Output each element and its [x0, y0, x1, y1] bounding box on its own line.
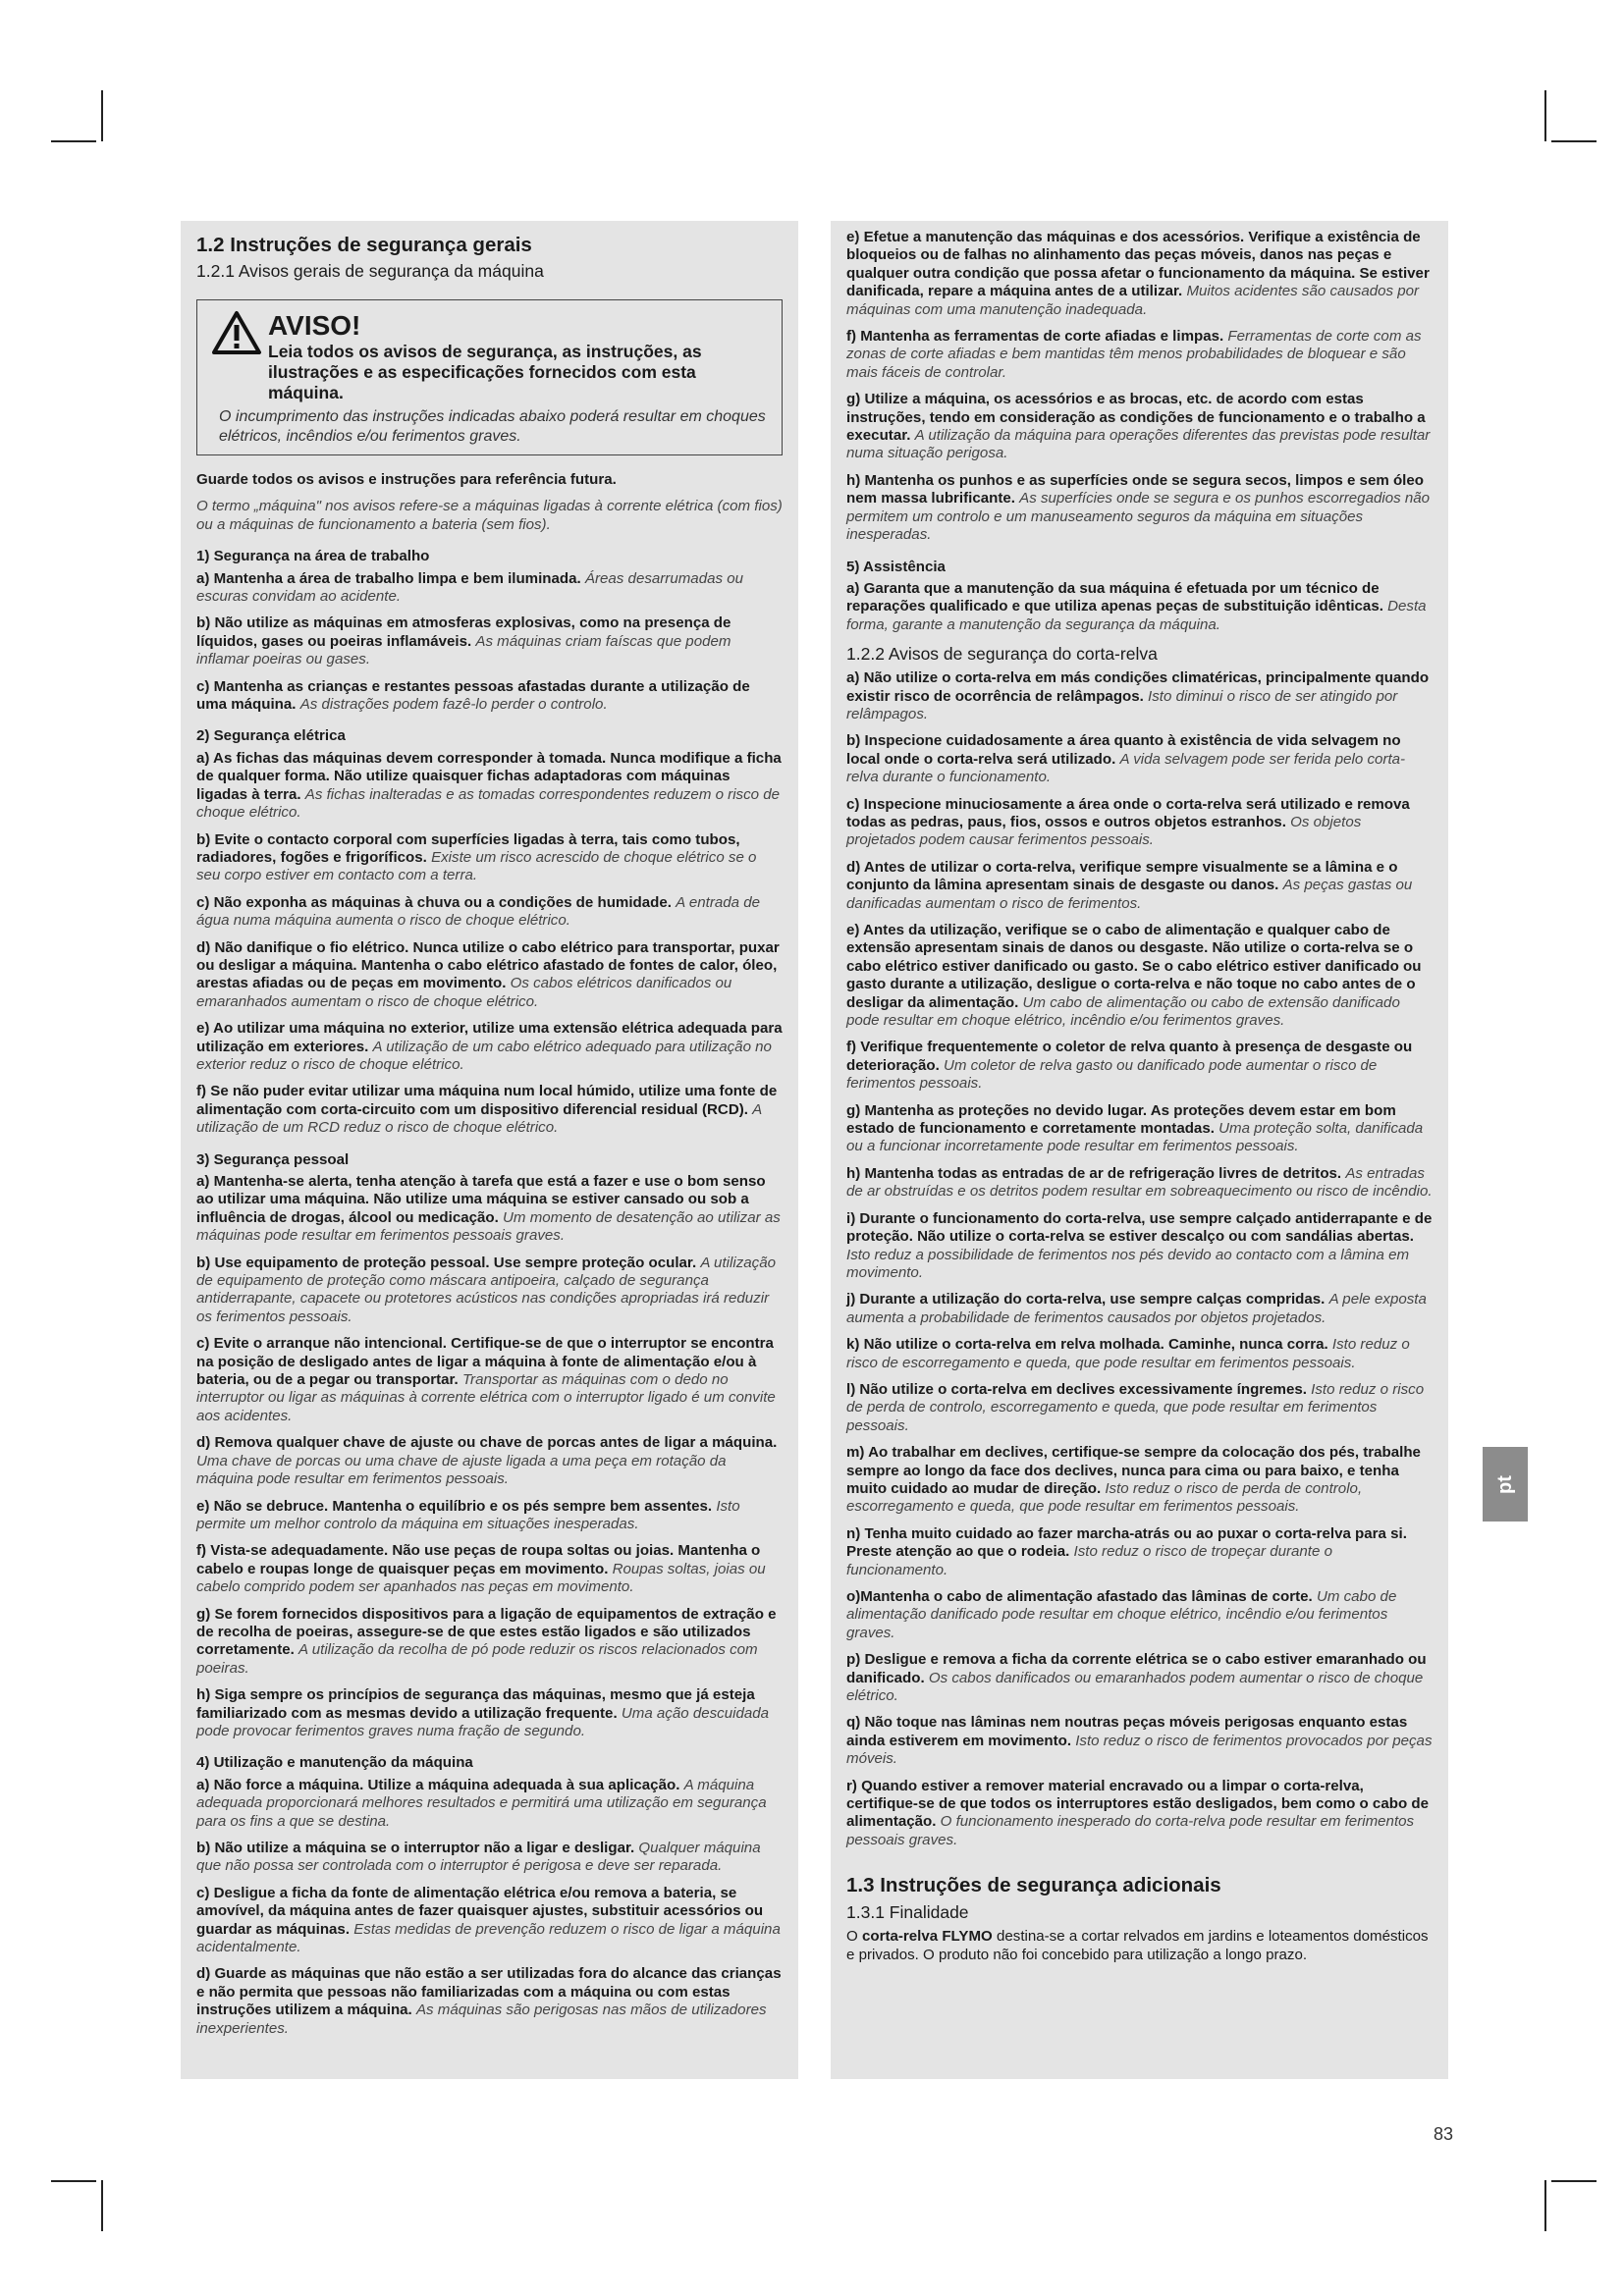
item-note: Isto reduz o risco de escorregamento e queda, que pode resultar em ferimentos pessoais. [846, 1336, 1410, 1371]
safety-item [846, 1291, 1433, 1327]
section-heading: 1.3 Instruções de segurança adicionais [846, 1874, 1221, 1897]
item-text: b) Evite o contacto corporal com superfícies ligadas à terra, tais como tubos, radiadores, fogões e frigoríficos. [196, 830, 740, 866]
item-note: As peças gastas ou danificadas aumentam o risco de ferimentos. [846, 877, 1413, 912]
item-note: As superfícies onde se segura e os punhos escorregadios não permitem um controlo e um manuseamento seguros da máquina em situações inesperadas. [846, 490, 1431, 544]
safety-item [846, 922, 1433, 1030]
subsection-title: 5) Assistência [846, 558, 946, 575]
safety-item [196, 750, 783, 823]
item-note: Os objetos projetados podem causar ferimentos pessoais. [846, 813, 1362, 849]
item-note: Uma ação descuidada pode provocar ferimentos graves numa fração de segundo. [196, 1704, 770, 1739]
subsection-heading: 1.3.1 Finalidade [846, 1902, 969, 1923]
warning-header [211, 310, 768, 403]
safety-item [196, 1335, 783, 1425]
safety-item [196, 939, 783, 1012]
right-column [831, 221, 1448, 2079]
subsection-title: 3) Segurança pessoal [196, 1150, 350, 1168]
subsection-title: 1) Segurança na área de trabalho [196, 548, 430, 565]
item-text: n) Tenha muito cuidado ao fazer marcha-atrás ou ao puxar o corta-relva para si. Preste atenção ao que o rodeia. [846, 1524, 1407, 1561]
purpose-paragraph [846, 1928, 1433, 1964]
purpose-pre: O [846, 1928, 858, 1946]
safety-item [196, 1542, 783, 1596]
item-text: b) Inspecione cuidadosamente a área quanto à existência de vida selvagem no local onde o corta-relva será utilizado. [846, 732, 1401, 768]
safety-item [846, 472, 1433, 545]
item-note: A utilização de equipamento de proteção como máscara antipoeira, calçado de segurança antiderrapante, capacete ou protetores acústicos nas condições apropriadas irá reduzir os ferimentos pessoais. [196, 1254, 776, 1325]
safety-item [196, 678, 783, 715]
item-note: Isto reduz o risco de perda de controlo, escorregamento e queda, que pode resultar em ferimentos pessoais. [846, 1380, 1425, 1434]
safety-item [196, 1020, 783, 1074]
item-note: Um cabo de alimentação ou cabo de extensão danificado pode resultar em choque elétrico, incêndio e/ou ferimentos graves. [846, 993, 1400, 1030]
item-text: h) Siga sempre os princípios de segurança das máquinas, mesmo que já esteja familiarizado com as mesmas devido a utilização frequente. [196, 1686, 755, 1722]
item-text: b) Não utilize as máquinas em atmosferas explosivas, como na presença de líquidos, gases ou poeiras inflamáveis. [196, 614, 731, 650]
item-text: a) Mantenha a área de trabalho limpa e bem iluminada. [196, 569, 581, 587]
item-text: j) Durante a utilização do corta-relva, use sempre calças compridas. [846, 1291, 1326, 1308]
item-text: o)Mantenha o cabo de alimentação afastado das lâminas de corte. [846, 1588, 1313, 1605]
safety-item [196, 894, 783, 931]
item-text: c) Desligue a ficha da fonte de alimentação elétrica e/ou remova a bateria, se amovível, da máquina antes de fazer quaisquer ajustes, substituir acessórios ou guardar as máquinas. [196, 1884, 764, 1938]
item-text: e) Antes da utilização, verifique se o cabo de alimentação e qualquer cabo de extensão apresentam sinais de danos ou desgaste. Não utilize o corta-relva se o cabo elétrico estiver danificado ou gasto. Se o cabo elétrico estiver danificado ou gasto durante a utilização, desligue o corta-relva e não toque no cabo antes de o desligar da alimentação. [846, 922, 1422, 1011]
item-note: Roupas soltas, joias ou cabelo comprido podem ser apanhados nas peças em movimento. [196, 1560, 766, 1596]
item-note: A vida selvagem pode ser ferida pelo corta-relva durante o funcionamento. [846, 750, 1406, 786]
item-note: Os cabos danificados ou emaranhados podem aumentar o risco de choque elétrico. [846, 1669, 1424, 1705]
item-text: h) Mantenha todas as entradas de ar de refrigeração livres de detritos. [846, 1164, 1342, 1182]
item-text: h) Mantenha os punhos e as superfícies onde se segura secos, limpos e sem óleo nem massa lubrificante. [846, 471, 1424, 507]
item-note: Isto reduz o risco de perda de controlo, escorregamento e queda, que pode resultar em ferimentos pessoais. [846, 1479, 1363, 1516]
item-text: c) Mantenha as crianças e restantes pessoas afastadas durante a utilização de uma máquina. [196, 677, 750, 714]
safety-item [196, 1173, 783, 1246]
item-text: a) Mantenha-se alerta, tenha atenção à tarefa que está a fazer e use o bom senso ao utilizar uma máquina. Não utilize uma máquina se estiver cansado ou sob a influência de drogas, álcool ou medicação. [196, 1173, 766, 1226]
item-note: Os cabos elétricos danificados ou emaranhados aumentam o risco de choque elétrico. [196, 975, 732, 1010]
item-text: c) Evite o arranque não intencional. Certifique-se de que o interruptor se encontra na posição de desligado antes de ligar a máquina à fonte de alimentação e/ou à bateria, ou de a pegar ou transportar. [196, 1335, 774, 1389]
safety-item [846, 1525, 1433, 1579]
safety-item [196, 1777, 783, 1831]
item-text: k) Não utilize o corta-relva em relva molhada. Caminhe, nunca corra. [846, 1336, 1328, 1354]
safety-item [196, 1686, 783, 1740]
item-note: Ferramentas de corte com as zonas de corte afiadas e bem mantidas têm menos probabilidades de bloquear e são mais fáceis de controlar. [846, 328, 1422, 381]
subsection-title: 4) Utilização e manutenção da máquina [196, 1754, 473, 1772]
safety-item [846, 1102, 1433, 1156]
item-note: As entradas de ar obstruídas e os detritos podem resultar em sobreaquecimento ou risco de incêndio. [846, 1164, 1433, 1201]
left-column [181, 221, 798, 2079]
safety-item [196, 1498, 783, 1534]
safety-item [196, 1255, 783, 1327]
safety-item [846, 1336, 1433, 1372]
safety-item [196, 1083, 783, 1137]
safety-item [846, 391, 1433, 463]
item-note: Um coletor de relva gasto ou danificado pode aumentar o risco de ferimentos pessoais. [846, 1056, 1378, 1093]
item-text: d) Remova qualquer chave de ajuste ou chave de porcas antes de ligar a máquina. [196, 1434, 778, 1452]
safety-item [846, 732, 1433, 786]
safety-item [196, 570, 783, 607]
safety-item [846, 328, 1433, 382]
item-text: g) Mantenha as proteções no devido lugar. As proteções devem estar em bom estado de funcionamento e corretamente montadas. [846, 1101, 1396, 1138]
item-note: Áreas desarrumadas ou escuras convidam ao acidente. [196, 569, 744, 606]
item-text: l) Não utilize o corta-relva em declives excessivamente íngremes. [846, 1380, 1307, 1398]
item-text: a) Não force a máquina. Utilize a máquina adequada à sua aplicação. [196, 1776, 680, 1793]
safety-item [196, 1965, 783, 2038]
item-note: Isto reduz o risco de tropeçar durante o funcionamento. [846, 1543, 1332, 1578]
item-note: A utilização da máquina para operações diferentes das previstas pode resultar numa situação perigosa. [846, 427, 1431, 462]
safety-item [846, 580, 1433, 634]
crop-mark [51, 2180, 96, 2182]
safety-item [846, 796, 1433, 850]
item-text: i) Durante o funcionamento do corta-relva, use sempre calçado antiderrapante e de proteção. Não utilize o corta-relva se estiver descalço ou com sandálias abertas. [846, 1209, 1433, 1246]
warning-content [268, 310, 768, 403]
item-note: As fichas inalteradas e as tomadas correspondentes reduzem o risco de choque elétrico. [196, 785, 781, 822]
item-note: A utilização de um cabo elétrico adequado para utilização no exterior reduz o risco de choque elétrico. [196, 1038, 772, 1073]
crop-mark [101, 90, 103, 141]
safety-item [846, 229, 1433, 319]
safety-item [196, 1606, 783, 1679]
crop-mark [51, 140, 96, 142]
safety-item [846, 1714, 1433, 1768]
purpose-text: destina-se a cortar relvados em jardins e loteamentos domésticos e privados. O produto não foi concebido para utilização a longo prazo. [846, 1928, 1429, 1963]
term-definition: O termo „máquina" nos avisos refere-se a máquinas ligadas à corrente elétrica (com fios) ou a máquinas de funcionamento a bateria (sem fios). [196, 498, 783, 533]
item-note: A pele exposta aumenta a probabilidade de ferimentos causados por objetos projetados. [846, 1291, 1427, 1326]
subsection-heading: 1.2.2 Avisos de segurança do corta-relva [846, 644, 1158, 665]
item-text: a) Não utilize o corta-relva em más condições climatéricas, principalmente quando existir risco de ocorrência de relâmpagos. [846, 669, 1430, 705]
item-text: d) Não danifique o fio elétrico. Nunca utilize o cabo elétrico para transportar, puxar ou desligar a máquina. Mantenha o cabo elétrico afastado de fontes de calor, óleo, arestas afiadas ou de peças em movimento. [196, 938, 780, 992]
safety-item [196, 1840, 783, 1876]
item-text: d) Antes de utilizar o corta-relva, verifique sempre visualmente se a lâmina e o conjunto da lâmina apresentam sinais de desgaste ou danos. [846, 858, 1398, 894]
item-text: f) Verifique frequentemente o coletor de relva quanto à presença de desgaste ou deterioração. [846, 1039, 1413, 1074]
item-text: e) Não se debruce. Mantenha o equilíbrio e os pés sempre bem assentes. [196, 1497, 713, 1515]
item-text: a) Garanta que a manutenção da sua máquina é efetuada por um técnico de reparações qualificado e que utiliza apenas peças de substituição idênticas. [846, 579, 1383, 615]
crop-mark [101, 2180, 103, 2231]
crop-mark [1551, 140, 1597, 142]
item-text: f) Vista-se adequadamente. Não use peças de roupa soltas ou joias. Mantenha o cabelo e roupas longe de quaisquer peças em movimento. [196, 1542, 761, 1577]
warning-text: Leia todos os avisos de segurança, as instruções, as ilustrações e as especificações fornecidos com esta máquina. [268, 342, 702, 402]
item-text: e) Ao utilizar uma máquina no exterior, utilize uma extensão elétrica adequada para utilização em exteriores. [196, 1020, 783, 1055]
item-text: r) Quando estiver a remover material encravado ou a limpar o corta-relva, certifique-se de que todos os interruptores estão desligados, bem como o cabo de alimentação. [846, 1777, 1429, 1831]
item-text: c) Não exponha as máquinas à chuva ou a condições de humidade. [196, 893, 672, 911]
item-note: A utilização de um RCD reduz o risco de choque elétrico. [196, 1100, 762, 1137]
item-note: Um momento de desatenção ao utilizar as máquinas pode resultar em ferimentos pessoais graves. [196, 1208, 781, 1245]
safety-item [846, 1165, 1433, 1201]
item-note: Uma proteção solta, danificada ou a funcionar incorretamente pode resultar em ferimentos pessoais. [846, 1120, 1424, 1155]
item-note: Isto permite um melhor controlo da máquina em situações inesperadas. [196, 1497, 740, 1532]
safety-item [846, 1778, 1433, 1850]
item-text: m) Ao trabalhar em declives, certifique-se sempre da colocação dos pés, trabalhe sempre ao longo da face dos declives, nunca para cima ou para baixo, e tenha muito cuidado ao mudar de direção. [846, 1444, 1421, 1497]
safety-item [846, 1444, 1433, 1517]
crop-mark [1544, 2180, 1546, 2231]
item-note: Um cabo de alimentação danificado pode resultar em choque elétrico, incêndio e/ou ferimentos graves. [846, 1588, 1397, 1641]
item-text: d) Guarde as máquinas que não estão a ser utilizadas fora do alcance das crianças e não permita que pessoas não familiarizadas com a máquina ou com estas instruções utilizem a máquina. [196, 1965, 782, 2019]
item-text: c) Inspecione minuciosamente a área onde o corta-relva será utilizado e remova todas as pedras, paus, fios, ossos e outros objetos estranhos. [846, 795, 1410, 830]
item-note: As distrações podem fazê-lo perder o controlo. [299, 696, 608, 714]
safety-item [846, 1210, 1433, 1283]
subsection-heading: 1.2.1 Avisos gerais de segurança da máquina [196, 261, 544, 281]
item-note: A entrada de água numa máquina aumenta o risco de choque elétrico. [196, 893, 761, 930]
warning-triangle-icon [211, 310, 262, 355]
item-text: f) Se não puder evitar utilizar uma máquina num local húmido, utilize uma fonte de alimentação com corta-circuito com um dispositivo diferencial residual (RCD). [196, 1083, 778, 1118]
warning-title: AVISO! [268, 310, 361, 341]
language-tab-label: pt [1493, 1474, 1516, 1494]
safety-item [846, 1651, 1433, 1705]
page-number: 83 [1434, 2124, 1454, 2144]
safety-item [196, 1434, 783, 1488]
safety-item [196, 614, 783, 668]
item-note: Transportar as máquinas com o dedo no interruptor ou ligar as máquinas à corrente elétrica com o interruptor ligado é um convite aos acidentes. [196, 1371, 776, 1424]
item-note: A utilização da recolha de pó pode reduzir os riscos relacionados com poeiras. [196, 1641, 758, 1677]
item-note: Uma chave de porcas ou uma chave de ajuste ligada a uma peça em rotação da máquina pode resultar em ferimentos pessoais. [196, 1452, 727, 1488]
item-note: Desta forma, garante a manutenção da segurança da máquina. [846, 598, 1427, 633]
crop-mark [1551, 2180, 1597, 2182]
item-note: Isto reduz o risco de ferimentos provocados por peças móveis. [846, 1732, 1433, 1768]
safety-item [846, 669, 1433, 723]
item-text: g) Se forem fornecidos dispositivos para a ligação de equipamentos de extração e de recolha de poeiras, assegure-se de que estes estão ligados e são utilizados corretamente. [196, 1605, 777, 1659]
language-tab [1483, 1447, 1528, 1522]
item-text: b) Use equipamento de proteção pessoal. Use sempre proteção ocular. [196, 1254, 697, 1271]
item-text: b) Não utilize a máquina se o interruptor não a ligar e desligar. [196, 1840, 635, 1856]
item-note: Muitos acidentes são causados por máquinas com uma manutenção inadequada. [846, 283, 1420, 318]
safety-item [846, 1039, 1433, 1093]
subsection-title: 2) Segurança elétrica [196, 727, 346, 745]
safety-item [196, 1885, 783, 1957]
item-note: Existe um risco acrescido de choque elétrico se o seu corpo estiver em contacto com a terra. [196, 848, 757, 884]
item-note: As máquinas criam faíscas que podem inflamar poeiras ou gases. [196, 632, 731, 668]
item-text: p) Desligue e remova a ficha da corrente elétrica se o cabo estiver emaranhado ou danificado. [846, 1651, 1427, 1686]
crop-mark [1544, 90, 1546, 141]
item-text: e) Efetue a manutenção das máquinas e dos acessórios. Verifique a existência de bloqueios ou de falhas no alinhamento das peças móveis, danos nas peças e qualquer outra condição que possa afetar o funcionamento da máquina. Se estiver danificada, repare a máquina antes de a utilizar. [846, 229, 1430, 300]
item-note: Isto diminui o risco de ser atingido por relâmpagos. [846, 687, 1398, 722]
safety-item [846, 1381, 1433, 1435]
item-note: As máquinas são perigosas nas mãos de utilizadores inexperientes. [196, 2002, 767, 2037]
item-text: a) As fichas das máquinas devem corresponder à tomada. Nunca modifique a ficha de qualquer forma. Não utilize quaisquer fichas adaptadoras com máquinas ligadas à terra. [196, 749, 782, 803]
keep-instructions: Guarde todos os avisos e instruções para referência futura. [196, 471, 617, 488]
section-heading: 1.2 Instruções de segurança gerais [196, 234, 532, 256]
item-text: q) Não toque nas lâminas nem noutras peças móveis perigosas enquanto estas ainda estiverem em movimento. [846, 1714, 1408, 1749]
item-note: O funcionamento inesperado do corta-relva pode resultar em ferimentos pessoais graves. [846, 1813, 1415, 1848]
warning-note: O incumprimento das instruções indicadas abaixo poderá resultar em choques elétricos, incêndios e/ou ferimentos graves. [219, 408, 766, 445]
item-text: g) Utilize a máquina, os acessórios e as brocas, etc. de acordo com estas instruções, tendo em consideração as condições de funcionamento e o trabalho a executar. [846, 391, 1426, 445]
safety-item [196, 831, 783, 885]
safety-item [846, 859, 1433, 913]
item-note: Estas medidas de prevenção reduzem o risco de ligar a máquina acidentalmente. [196, 1920, 781, 1956]
item-note: Qualquer máquina que não possa ser controlada com o interruptor é perigosa e deve ser reparada. [196, 1840, 761, 1875]
item-text: f) Mantenha as ferramentas de corte afiadas e limpas. [846, 328, 1224, 346]
product-name: corta-relva FLYMO [861, 1928, 993, 1946]
item-note: Isto reduz a possibilidade de ferimentos nos pés devido ao contacto com a lâmina em movimento. [846, 1246, 1410, 1281]
warning-box [196, 299, 783, 455]
safety-item [846, 1588, 1433, 1642]
item-note: A máquina adequada proporcionará melhores resultados e permitirá uma utilização em segurança para os fins a que se destina. [196, 1776, 767, 1830]
